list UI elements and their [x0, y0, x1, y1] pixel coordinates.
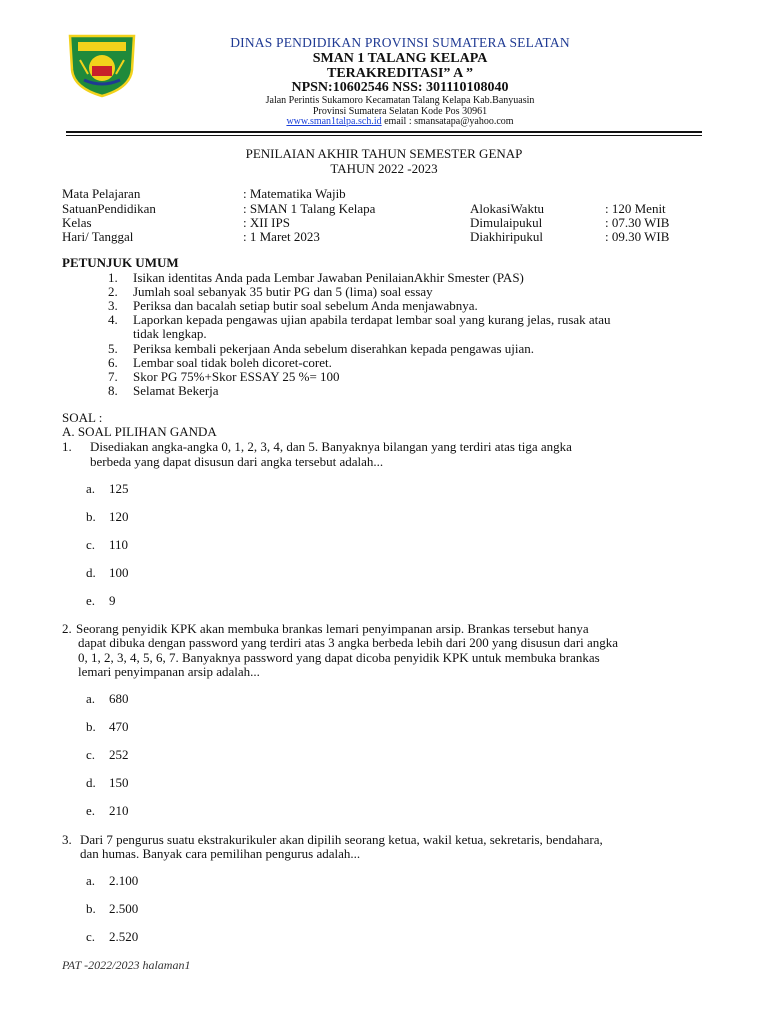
option-value: 9: [109, 593, 116, 608]
header-divider-thin: [66, 135, 702, 136]
option-b[interactable]: [86, 719, 129, 735]
meta-label-end: Diakhiripukul: [470, 229, 543, 244]
meta-label-subject: Mata Pelajaran: [62, 186, 141, 201]
option-letter: a.: [86, 691, 96, 706]
instruction-text: Selamat Bekerja: [133, 383, 219, 398]
npsn-nss: NPSN:10602546 NSS: 301110108040: [291, 80, 509, 95]
option-c[interactable]: [86, 747, 129, 763]
option-c[interactable]: [86, 537, 128, 553]
question-number: 2.: [62, 621, 72, 636]
instruction-num: 5.: [108, 341, 118, 356]
meta-label-start: Dimulaipukul: [470, 215, 543, 230]
instruction-text: Jumlah soal sebanyak 35 butir PG dan 5 (lima) soal essay: [133, 284, 433, 299]
school-province: Provinsi Sumatera Selatan Kode Pos 30961: [312, 106, 488, 117]
instructions-heading: PETUNJUK UMUM: [62, 255, 179, 270]
option-a[interactable]: [86, 873, 138, 889]
question-text: Dari 7 pengurus suatu ekstrakurikuler akan dipilih seorang ketua, wakil ketua, sekretaris, bendahara,: [80, 832, 603, 847]
option-c[interactable]: [86, 929, 138, 945]
option-letter: b.: [86, 901, 96, 916]
option-letter: d.: [86, 565, 96, 580]
meta-value-class: : XII IPS: [243, 215, 290, 230]
option-value: 125: [109, 481, 129, 496]
dinas-title: DINAS PENDIDIKAN PROVINSI SUMATERA SELATAN: [230, 35, 570, 50]
page-footer: PAT -2022/2023 halaman1: [62, 958, 191, 972]
option-letter: e.: [86, 803, 96, 818]
question-text: Disediakan angka-angka 0, 1, 2, 3, 4, dan 5. Banyaknya bilangan yang terdiri atas tiga angka: [90, 439, 572, 454]
option-value: 252: [109, 747, 129, 762]
option-letter: a.: [86, 481, 96, 496]
meta-value-unit: : SMAN 1 Talang Kelapa: [243, 201, 376, 216]
accreditation: TERAKREDITASI” A ”: [326, 66, 473, 81]
instruction-num: 6.: [108, 355, 118, 370]
option-d[interactable]: [86, 775, 129, 791]
question-number: 1.: [62, 439, 72, 454]
option-value: 120: [109, 509, 129, 524]
meta-value-end: : 09.30 WIB: [605, 229, 670, 244]
email-text: email : smansatapa@yahoo.com: [381, 116, 514, 127]
option-b[interactable]: [86, 509, 129, 525]
instruction-num: 4.: [108, 312, 118, 327]
option-letter: b.: [86, 719, 96, 734]
question-number: 3.: [62, 832, 72, 847]
option-letter: b.: [86, 509, 96, 524]
section-title: A. SOAL PILIHAN GANDA: [62, 424, 217, 439]
meta-value-subject: : Matematika Wajib: [243, 186, 346, 201]
option-value: 2.100: [109, 873, 139, 888]
option-letter: e.: [86, 593, 96, 608]
option-letter: a.: [86, 873, 96, 888]
question-text: 0, 1, 2, 3, 4, 5, 6, 7. Banyaknya password yang dapat dicoba penyidik KPK untuk membuka brankas: [78, 650, 600, 665]
option-a[interactable]: [86, 691, 129, 707]
meta-value-duration: : 120 Menit: [605, 201, 666, 216]
option-a[interactable]: [86, 481, 129, 497]
option-value: 100: [109, 565, 129, 580]
option-value: 470: [109, 719, 129, 734]
question-text: berbeda yang dapat disusun dari angka tersebut adalah...: [90, 454, 384, 469]
meta-label-date: Hari/ Tanggal: [62, 229, 134, 244]
option-value: 2.520: [109, 929, 139, 944]
header-divider-thick: [66, 131, 702, 133]
soal-label: SOAL :: [62, 410, 103, 425]
instruction-text: Isikan identitas Anda pada Lembar Jawaban PenilaianAkhir Smester (PAS): [133, 270, 524, 285]
option-d[interactable]: [86, 565, 129, 581]
exam-year: TAHUN 2022 -2023: [330, 161, 438, 176]
meta-value-start: : 07.30 WIB: [605, 215, 670, 230]
option-value: 110: [109, 537, 129, 552]
option-letter: d.: [86, 775, 96, 790]
option-e[interactable]: [86, 593, 116, 609]
instruction-text: Periksa dan bacalah setiap butir soal sebelum Anda menjawabnya.: [133, 298, 478, 313]
instruction-num: 8.: [108, 383, 118, 398]
option-letter: c.: [86, 929, 96, 944]
instruction-num: 7.: [108, 369, 118, 384]
school-name: SMAN 1 TALANG KELAPA: [312, 51, 488, 66]
option-value: 150: [109, 775, 129, 790]
instruction-text-cont: tidak lengkap.: [133, 326, 207, 341]
question-text: Seorang penyidik KPK akan membuka brankas lemari penyimpanan arsip. Brankas tersebut hanya: [76, 621, 589, 636]
instruction-num: 3.: [108, 298, 118, 313]
instruction-text: Laporkan kepada pengawas ujian apabila terdapat lembar soal yang kurang jelas, rusak atau: [133, 312, 611, 327]
option-value: 680: [109, 691, 129, 706]
meta-label-duration: AlokasiWaktu: [470, 201, 545, 216]
instruction-text: Periksa kembali pekerjaan Anda sebelum diserahkan kepada pengawas ujian.: [133, 341, 535, 356]
website-link[interactable]: www.sman1talpa.sch.id: [286, 116, 382, 127]
option-value: 2.500: [109, 901, 139, 916]
meta-label-class: Kelas: [62, 215, 92, 230]
option-value: 210: [109, 803, 129, 818]
instruction-num: 2.: [108, 284, 118, 299]
option-letter: c.: [86, 747, 96, 762]
contact-line: [150, 116, 650, 127]
option-e[interactable]: [86, 803, 129, 819]
meta-label-unit: SatuanPendidikan: [62, 201, 156, 216]
school-address: Jalan Perintis Sukamoro Kecamatan Talang Kelapa Kab.Banyuasin: [265, 95, 535, 106]
question-text: dan humas. Banyak cara pemilihan pengurus adalah...: [80, 846, 361, 861]
option-b[interactable]: [86, 901, 138, 917]
option-letter: c.: [86, 537, 96, 552]
instruction-text: Lembar soal tidak boleh dicoret-coret.: [133, 355, 332, 370]
question-text: dapat dibuka dengan password yang terdiri atas 3 angka berbeda lebih dari 200 yang disusun dari angka: [78, 635, 619, 650]
meta-value-date: : 1 Maret 2023: [243, 229, 320, 244]
question-text: lemari penyimpanan arsip adalah...: [78, 664, 260, 679]
instruction-num: 1.: [108, 270, 118, 285]
instruction-text: Skor PG 75%+Skor ESSAY 25 %= 100: [133, 369, 340, 384]
exam-title: PENILAIAN AKHIR TAHUN SEMESTER GENAP: [245, 146, 523, 161]
school-logo: [62, 30, 142, 98]
